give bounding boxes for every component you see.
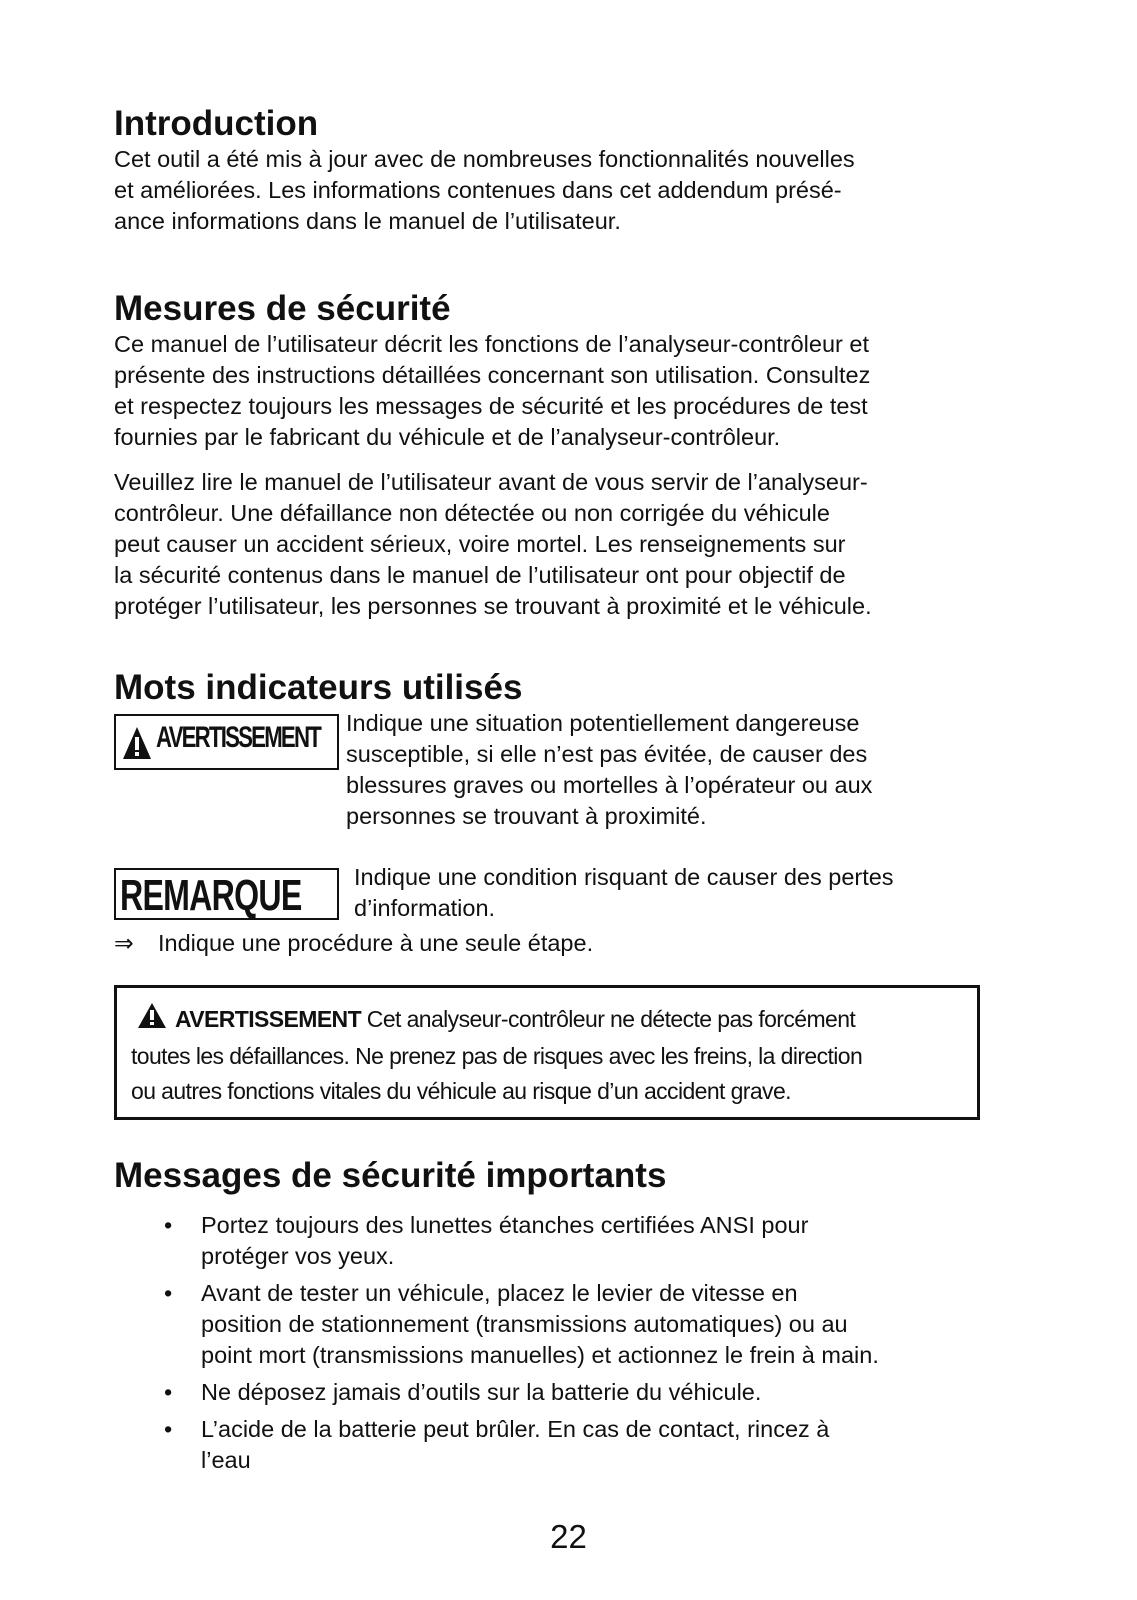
note-desc-line: Indique une condition risquant de causer des pertes [354,864,894,890]
list-item-line: protéger vos yeux. [201,1243,395,1269]
safety-para1-line: et respectez toujours les messages de sécurité et les procédures de test [114,393,868,419]
warning-desc-line: susceptible, si elle n’est pas évitée, de causer des [346,741,868,767]
bullet-icon: • [164,1212,173,1238]
warning-signal-label [114,714,339,770]
bullet-icon: • [164,1280,173,1306]
page-number: 22 [550,1518,587,1555]
section-signal-words [114,668,984,959]
warning-box-line2: toutes les défaillances. Ne prenez pas de risques avec les freins, la direction [131,1043,863,1069]
warning-box-lead: AVERTISSEMENT [175,1006,362,1032]
warning-box [114,985,980,1120]
safety-para2-line: contrôleur. Une défaillance non détectée ou non corrigée du véhicule [114,500,830,526]
section-introduction [114,104,984,237]
list-item [114,1210,984,1272]
list-item [114,1278,984,1371]
note-desc-line: d’information. [354,895,496,921]
list-item-line: Portez toujours des lunettes étanches certifiées ANSI pour [201,1212,809,1238]
warning-desc-line: personnes se trouvant à proximité. [346,803,707,829]
bullet-icon: • [164,1379,173,1405]
safety-para1-line: présente des instructions détaillées concernant son utilisation. Consultez [114,362,871,388]
list-item-line: Avant de tester un véhicule, placez le levier de vitesse en [201,1280,798,1306]
single-step-procedure-text: Indique une procédure à une seule étape. [158,930,594,956]
safety-para2-line: Veuillez lire le manuel de l’utilisateur avant de vous servir de l’analyseur- [114,469,868,495]
warning-signal-text: AVERTISSEMENT [156,721,320,754]
warning-desc-line: blessures graves ou mortelles à l’opérateur ou aux [346,772,873,798]
section-safety [114,289,984,622]
warning-signal-description [346,708,984,832]
intro-line: Cet outil a été mis à jour avec de nombreuses fonctionnalités nouvelles [114,146,855,172]
note-signal-label [114,868,339,920]
bullet-icon: • [164,1416,173,1442]
signal-note-row [114,862,984,924]
warning-desc-line: Indique une situation potentiellement dangereuse [346,710,860,736]
section-title-safety: Mesures de sécurité [114,289,451,328]
list-item-line: point mort (transmissions manuelles) et actionnez le frein à main. [201,1342,879,1368]
safety-para2-line: protéger l’utilisateur, les personnes se trouvant à proximité et le véhicule. [114,593,872,619]
section-important-messages [114,1156,984,1476]
intro-line: et améliorées. Les informations contenues dans cet addendum présé- [114,177,842,203]
note-signal-text: REMARQUE [120,871,302,920]
list-item [114,1377,984,1408]
list-item-line: position de stationnement (transmissions automatiques) ou au [201,1311,848,1337]
single-step-procedure-line [114,928,984,959]
important-messages-list [114,1210,984,1476]
arrow-right-icon: ⇒ [114,929,134,957]
warning-triangle-icon [122,726,152,765]
section-title-introduction: Introduction [114,104,319,143]
warning-box-line [131,1002,973,1039]
list-item-line: l’eau [201,1447,251,1473]
intro-line: ance informations dans le manuel de l’utilisateur. [114,208,621,234]
warning-box-line3: ou autres fonctions vitales du véhicule au risque d’un accident grave. [131,1078,791,1104]
list-item [114,1414,984,1476]
list-item-line: L’acide de la batterie peut brûler. En cas de contact, rincez à [201,1416,830,1442]
section-title-important: Messages de sécurité importants [114,1156,667,1195]
section-title-signal-words: Mots indicateurs utilisés [114,668,523,707]
safety-para2-line: la sécurité contenus dans le manuel de l’utilisateur ont pour objectif de [114,562,846,588]
safety-para2-line: peut causer un accident sérieux, voire mortel. Les renseignements sur [114,531,846,557]
warning-box-line1: Cet analyseur-contrôleur ne détecte pas forcément [361,1006,856,1032]
note-signal-description [354,862,984,924]
safety-para1-line: Ce manuel de l’utilisateur décrit les fonctions de l’analyseur-contrôleur et [114,331,869,357]
list-item-line: Ne déposez jamais d’outils sur la batterie du véhicule. [201,1379,762,1405]
signal-warning-row [114,708,984,832]
safety-para1-line: fournies par le fabricant du véhicule et de l’analyseur-contrôleur. [114,424,781,450]
page-content [114,104,984,1482]
warning-triangle-icon [137,1002,167,1039]
